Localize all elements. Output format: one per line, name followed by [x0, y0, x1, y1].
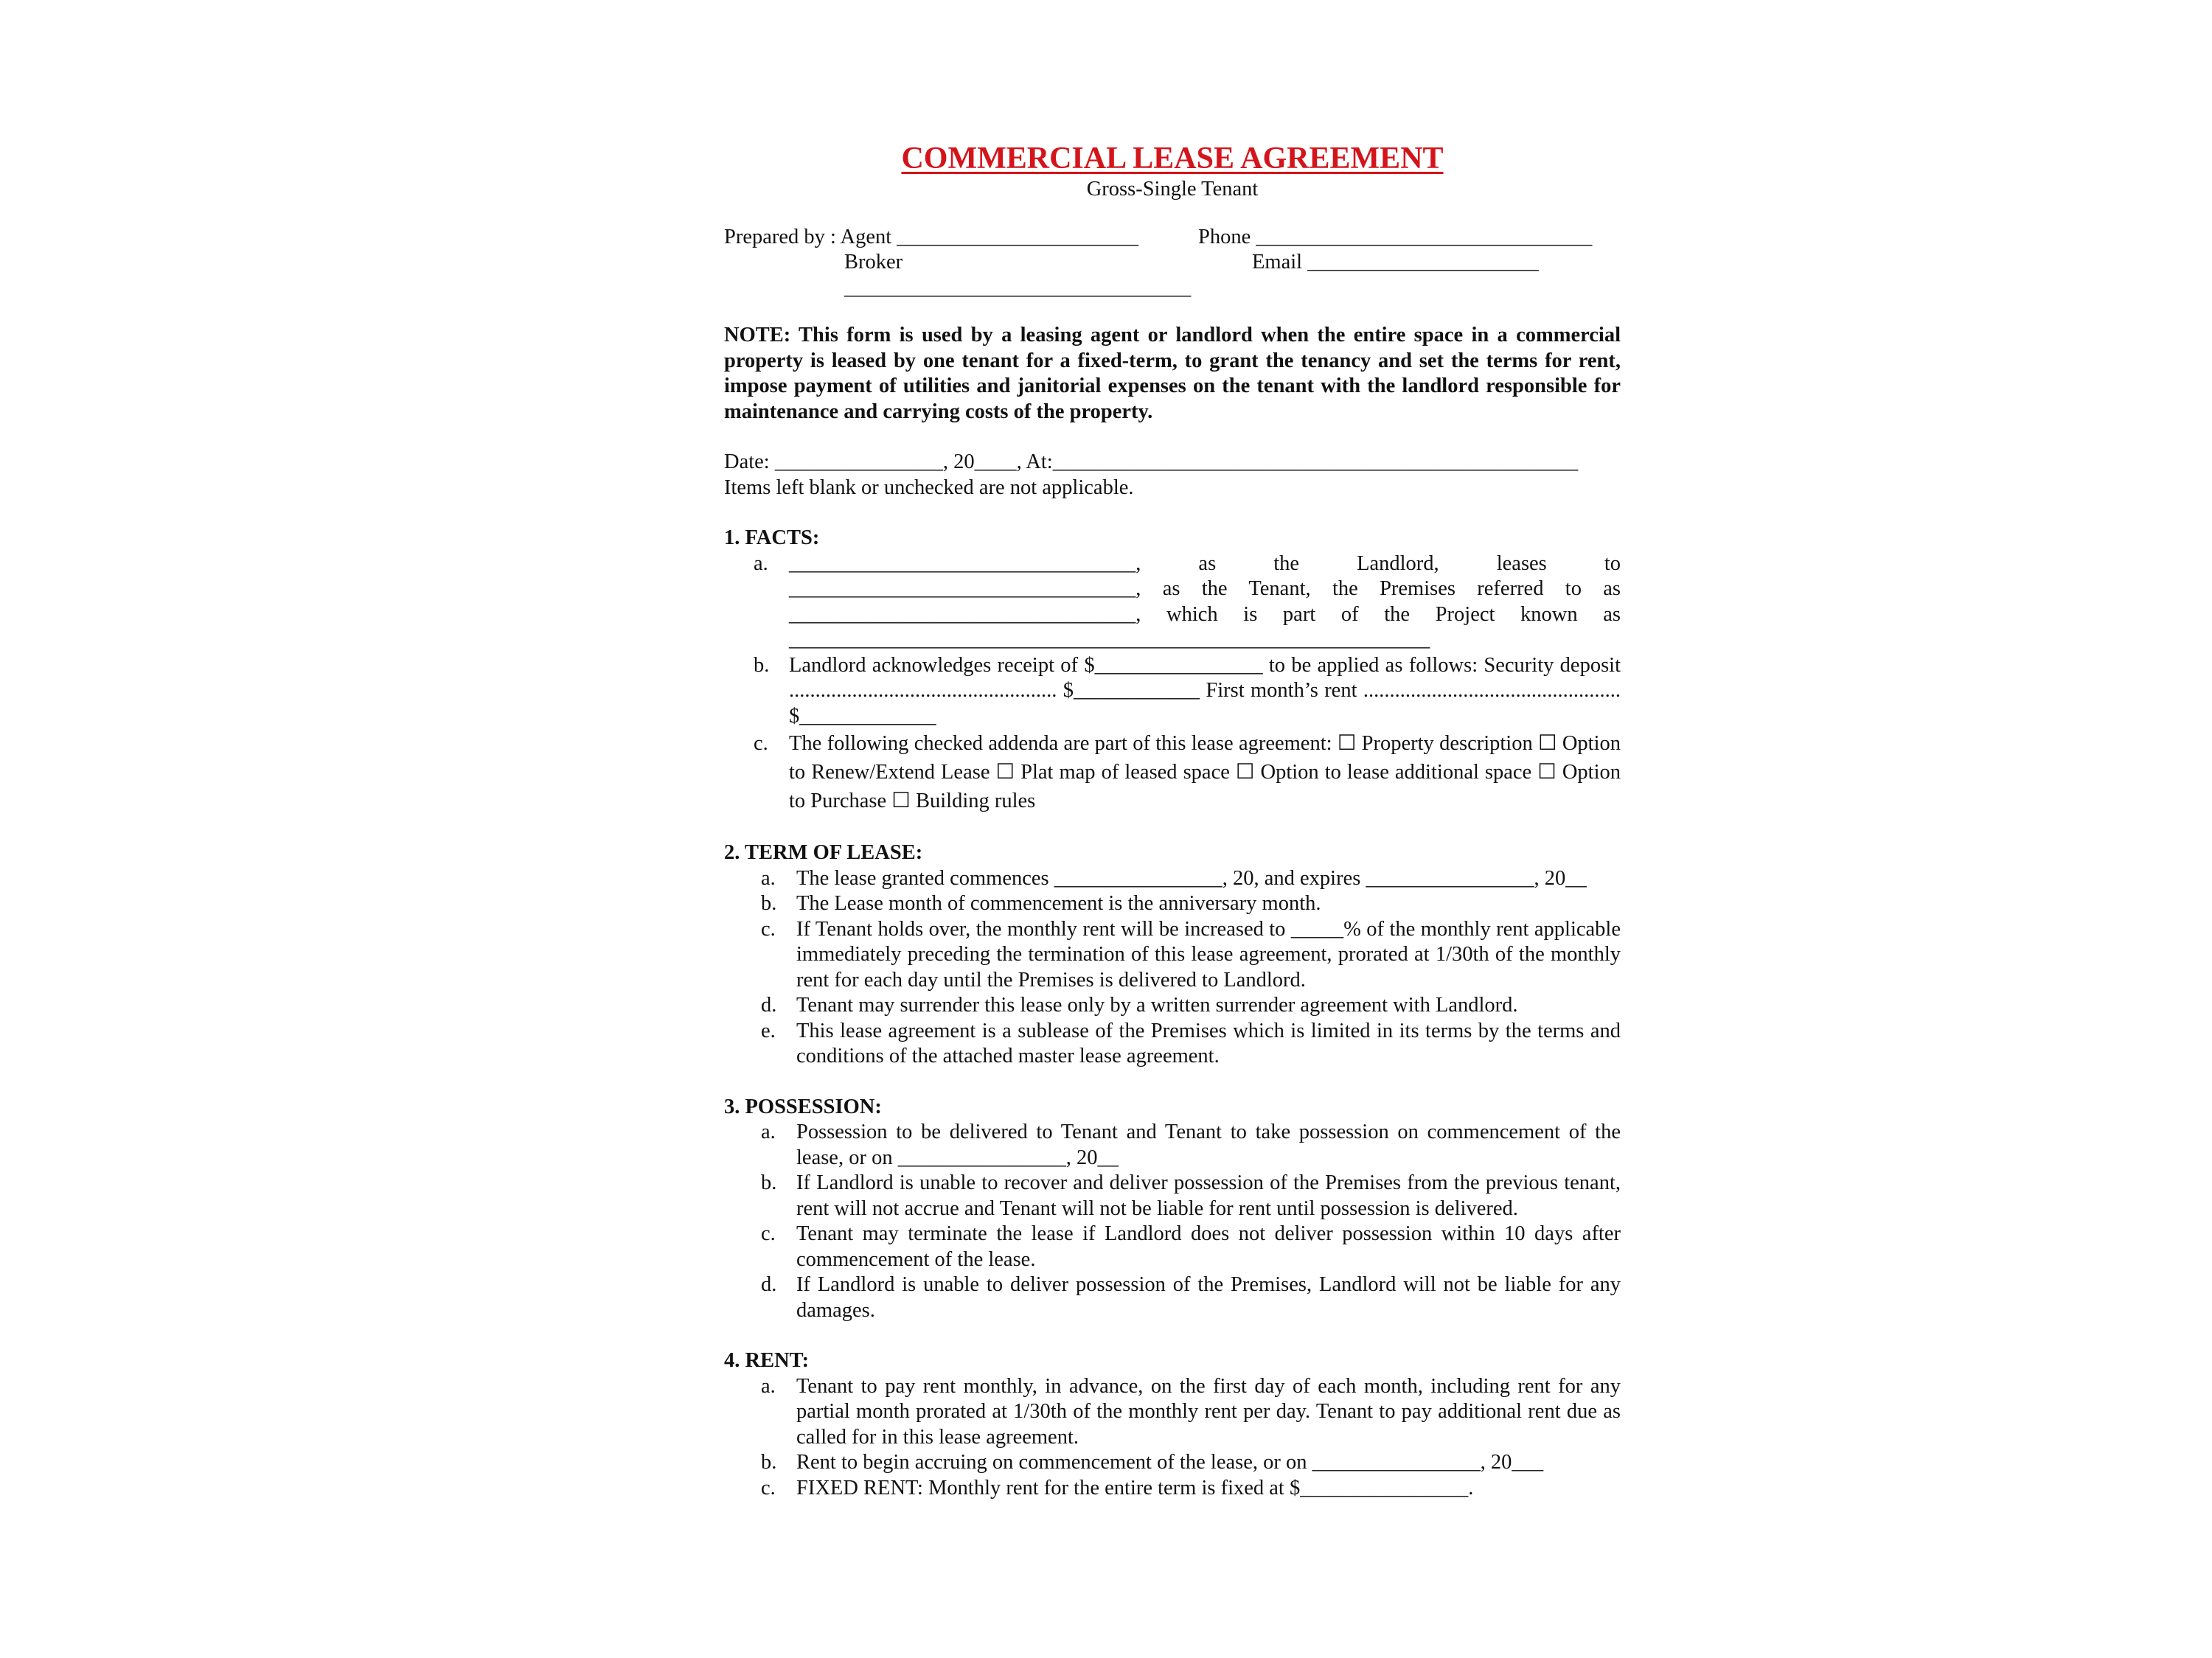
item-label: a.: [761, 1374, 776, 1398]
item-text: Tenant may surrender this lease only by a written surrender agreement with Landlord.: [796, 994, 1518, 1017]
section-facts-heading: 1. FACTS:: [724, 526, 820, 549]
list-item: [724, 993, 1621, 1019]
facts-list: [724, 551, 1621, 816]
email-field: Email ______________________: [1252, 251, 1539, 274]
blank-items-note: Items left blank or unchecked are not applicable.: [724, 476, 1134, 499]
list-item: [724, 1374, 1621, 1451]
item-label: b.: [761, 1451, 777, 1474]
prepared-by-row: [724, 225, 1621, 251]
item-text: Possession to be delivered to Tenant and Tenant to take possession on commencement of the lease, or on ________________, 20__: [796, 1121, 1621, 1169]
facts-item-label: b.: [754, 653, 770, 677]
item-text: If Landlord is unable to recover and deliver possession of the Premises from the previous tenant, rent will not accrue and Tenant will not be liable for rent until possession is delivered.: [796, 1171, 1621, 1220]
item-text: The lease granted commences ________________, 20, and expires ________________, 20__: [796, 866, 1587, 890]
facts-item-label: c.: [754, 732, 768, 755]
item-text: The Lease month of commencement is the anniversary month.: [796, 892, 1321, 915]
item-text: If Landlord is unable to deliver possession of the Premises, Landlord will not be liable for any damages.: [796, 1273, 1621, 1322]
section-possession-heading: 3. POSSESSION:: [724, 1095, 882, 1118]
agent-field: Prepared by : Agent _______________________: [724, 225, 1139, 248]
item-label: a.: [761, 1121, 776, 1143]
facts-item-c-addenda: [724, 729, 1621, 815]
item-label: e.: [761, 1019, 776, 1042]
lease-document: [724, 140, 1621, 1501]
possession-list: [724, 1120, 1621, 1323]
document-title: COMMERCIAL LEASE AGREEMENT: [901, 142, 1444, 175]
item-label: a.: [761, 866, 776, 890]
section-rent-heading: 4. RENT:: [724, 1349, 810, 1372]
broker-field: Broker _________________________________: [844, 251, 1192, 299]
phone-field: Phone ________________________________: [1198, 225, 1593, 248]
item-label: d.: [761, 1273, 777, 1296]
list-item: [724, 866, 1621, 892]
item-label: b.: [761, 892, 777, 915]
section-term-heading: 2. TERM OF LEASE:: [724, 841, 923, 864]
addenda-checklist: The following checked addenda are part of this lease agreement: ☐ Property description ☐ Option to Renew/Extend Lease ☐ Plat map of leased space ☐ Option to lease additional space ☐ Option to Purchase ☐ Building rules: [789, 732, 1621, 812]
item-text: Rent to begin accruing on commencement of the lease, or on ________________, 20___: [796, 1451, 1544, 1474]
facts-item-text: _________________________________, as the Landlord, leases to _________________________________, as the Tenant, the Premises referred to as _________________________________, which is part of the Project known as _____________________________________________________________: [789, 551, 1621, 651]
facts-item-b: [724, 653, 1621, 730]
list-item: [724, 1171, 1621, 1222]
facts-item-a: [724, 551, 1621, 653]
list-item: [724, 917, 1621, 994]
note-paragraph: NOTE: This form is used by a leasing agent or landlord when the entire space in a commercial property is leased by one tenant for a fixed-term, to grant the tenancy and set the terms for rent, impose payment of utilities and janitorial expenses on the tenant with the landlord responsible for maintenance and carrying costs of the property.: [724, 324, 1621, 423]
item-label: d.: [761, 994, 777, 1017]
term-list: [724, 866, 1621, 1070]
item-text: FIXED RENT: Monthly rent for the entire term is fixed at $________________.: [796, 1476, 1474, 1499]
document-subtitle: Gross-Single Tenant: [1086, 178, 1259, 201]
list-item: [724, 1019, 1621, 1070]
item-label: c.: [761, 1476, 776, 1499]
item-text: Tenant to pay rent monthly, in advance, on the first day of each month, including rent for any partial month prorated at 1/30th of the monthly rent per day. Tenant to pay additional rent due as called for in this lease agreement.: [796, 1374, 1621, 1449]
list-item: [724, 1476, 1621, 1502]
list-item: [724, 1272, 1621, 1323]
list-item: [724, 1222, 1621, 1272]
list-item: [724, 1450, 1621, 1476]
item-label: b.: [761, 1171, 777, 1194]
broker-row: [724, 250, 1621, 301]
rent-list: [724, 1374, 1621, 1502]
item-text: Tenant may terminate the lease if Landlord does not deliver possession within 10 days after commencement of the lease.: [796, 1222, 1621, 1271]
facts-item-label: a.: [754, 551, 768, 575]
item-label: c.: [761, 1222, 776, 1245]
list-item: [724, 891, 1621, 917]
date-line: Date: ________________, 20____, At:__________________________________________________: [724, 450, 1579, 473]
item-text: If Tenant holds over, the monthly rent will be increased to _____% of the monthly rent applicable immediately preceding the termination of this lease agreement, prorated at 1/30th of the monthly rent for each day until the Premises is delivered to Landlord.: [796, 917, 1621, 992]
item-text: This lease agreement is a sublease of the Premises which is limited in its terms by the terms and conditions of the attached master lease agreement.: [796, 1019, 1621, 1067]
facts-item-text: Landlord acknowledges receipt of $________________ to be applied as follows: Security deposit ................................................... $____________ First month’s rent ................................................. $_____________: [789, 653, 1621, 728]
list-item: [724, 1120, 1621, 1171]
item-label: c.: [761, 917, 776, 941]
